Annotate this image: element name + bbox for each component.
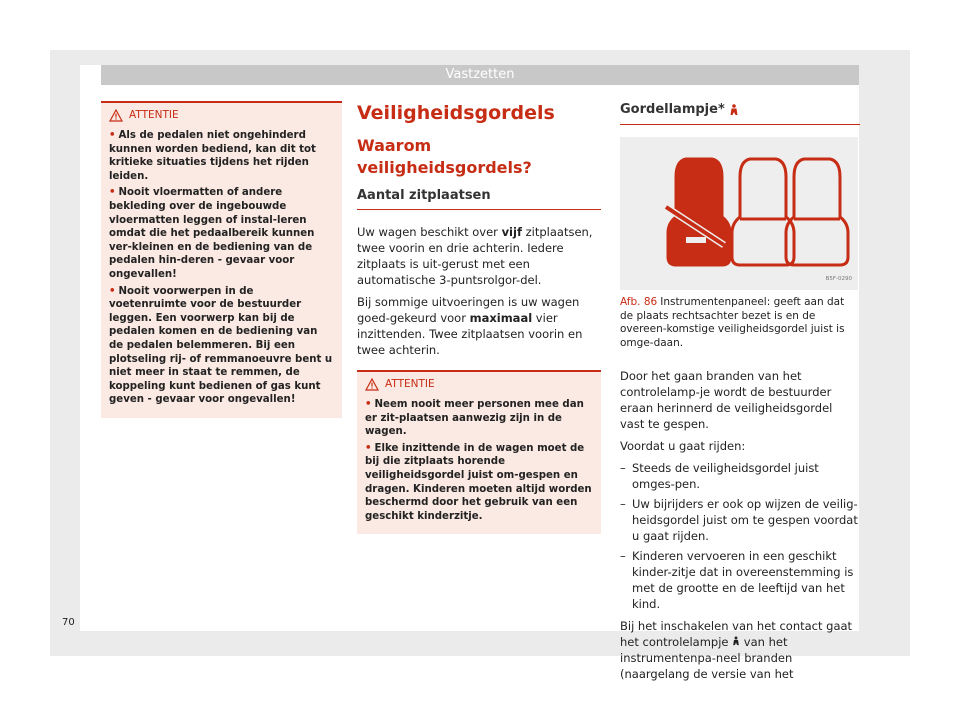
warning-bullet: • Elke inzittende in de wagen moet de bij die zitplaats horende veiligheidsgordel juist om-gespen en dragen. Kinderen moeten altijd worden beschermd door het gebruik van een geschikt kinderzitje. — [365, 442, 592, 522]
warning-header — [365, 376, 593, 392]
caption-text: Instrumentenpaneel: geeft aan dat de plaats rechtsachter bezet is en de overeen-komstige veiligheidsgordel juist is omge-daan. — [620, 296, 845, 349]
dash-item-text: Kinderen vervoeren in een geschikt kinder-zitje dat in overeenstemming is met de grootte en de leeftijd van het kind. — [632, 549, 854, 611]
figure-seatbelt-indicator — [620, 137, 858, 290]
text: Bij het inschakelen van het contact gaat het controlelampje — [620, 619, 853, 649]
page-number: 70 — [62, 617, 75, 628]
text: zitplaatsen, twee voorin en drie achterin. Iedere zitplaats is uit-gerust met een automatische 3-puntsrolgor-del. — [357, 225, 593, 287]
warning-header — [109, 107, 334, 123]
warning-bullet-text: Als de pedalen niet ongehinderd kunnen worden bediend, kan dit tot kritieke situaties tijdens het rijden leiden. — [109, 130, 316, 182]
dash-item-text: Steeds de veiligheidsgordel juist omges-pen. — [632, 461, 819, 491]
subtitle: Waarom veiligheidsgordels? — [357, 136, 532, 177]
warning-list — [109, 129, 334, 407]
dash-item-text: Uw bijrijders er ook op wijzen de veilig-heidsgordel juist om te gespen voordat u gaat rijden. — [632, 497, 858, 543]
warning-title: ATTENTIE — [129, 109, 179, 121]
seatbelt-icon — [732, 636, 740, 647]
middle-column — [357, 101, 601, 534]
heading-rule — [357, 209, 601, 210]
figure-caption — [620, 296, 860, 350]
caption-label: Afb. 86 — [620, 296, 658, 308]
warning-bullet: • Als de pedalen niet ongehinderd kunnen worden bediend, kan dit tot kritieke situaties tijdens het rijden leiden. — [109, 130, 316, 182]
text: Bij sommige uitvoeringen is uw wagen goed-gekeurd voor — [357, 295, 580, 325]
warning-triangle-icon — [365, 378, 379, 391]
left-column — [101, 101, 342, 418]
text: Uw wagen beschikt over — [357, 225, 502, 239]
heading-rule — [620, 124, 860, 125]
warning-box — [101, 101, 342, 418]
figure-code: B5F-0290 — [825, 276, 852, 282]
warning-bullet: • Nooit voorwerpen in de voetenruimte voor de bestuurder leggen. Een voorwerp kan bij de pedalen komen en de bediening van de pedalen belemmeren. Bij een plotseling rij- of remmanoeuvre bent u niet meer in staat te remmen, de koppeling kunt bedienen of gas kunt geven - gevaar voor ongevallen! — [109, 285, 333, 406]
paragraph: Voordat u gaat rijden: — [620, 439, 746, 453]
warning-bullet: • Nooit vloermatten of andere bekleding over de ingebouwde vloermatten leggen of instal-leren omdat die het pedaalbereik kunnen ver-kleinen en de bediening van de pedalen hin-deren - gevaar voor ongevallen! — [109, 187, 315, 280]
figure-illustration — [620, 137, 858, 290]
section-heading: Aantal zitplaatsen — [357, 188, 491, 203]
warning-list — [365, 398, 593, 523]
warning-triangle-icon — [109, 109, 123, 122]
paragraph — [357, 224, 601, 288]
paragraph: Door het gaan branden van het controlelamp-je wordt de bestuurder eraan herinnerd de veiligheidsgordel vast te gespen. — [620, 369, 833, 431]
warning-box — [357, 370, 601, 534]
dash-item: – Steeds de veiligheidsgordel juist omges-pen. — [620, 460, 860, 492]
seat-occupied — [666, 159, 730, 265]
section-heading — [620, 101, 860, 119]
dash-item: – Kinderen vervoeren in een geschikt kinder-zitje dat in overeenstemming is met de grootte en de leeftijd van het kind. — [620, 548, 860, 612]
seatbelt-icon — [729, 104, 739, 117]
paragraph — [357, 294, 601, 358]
text: van het instrumentenpa-neel branden (naargelang de versie van het — [620, 635, 794, 681]
section-header: Vastzetten — [101, 65, 859, 85]
dash-item: – Uw bijrijders er ook op wijzen de veilig-heidsgordel juist om te gespen voordat u gaat rijden. — [620, 496, 860, 544]
paragraph — [620, 618, 860, 682]
warning-title: ATTENTIE — [385, 378, 435, 390]
warning-bullet: • Neem nooit meer personen mee dan er zit-plaatsen aanwezig zijn in de wagen. — [365, 399, 584, 438]
warning-bullet-text: Neem nooit meer personen mee dan er zit-plaatsen aanwezig zijn in de wagen. — [365, 399, 584, 438]
text: vier inzittenden. Twee zitplaatsen voorin en twee achterin. — [357, 311, 583, 357]
warning-bullet-text: Elke inzittende in de wagen moet de bij die zitplaats horende veiligheidsgordel juist om-gespen en dragen. Kinderen moeten altijd worden beschermd door het gebruik van een geschikt kinderzitje. — [365, 442, 592, 522]
warning-bullet-text: Nooit voorwerpen in de voetenruimte voor de bestuurder leggen. Een voorwerp kan bij de pedalen komen en de bediening van de pedalen belemmeren. Bij een plotseling rij- of remmanoeuvre bent u niet meer in staat te remmen, de koppeling kunt bedienen of gas kunt geven - gevaar voor ongevallen! — [109, 285, 333, 406]
bold-text: maximaal — [469, 311, 533, 325]
right-column — [620, 101, 860, 688]
heading-text: Gordellampje* — [620, 102, 725, 117]
warning-bullet-text: Nooit vloermatten of andere bekleding over de ingebouwde vloermatten leggen of instal-leren omdat die het pedaalbereik kunnen ver-kleinen en de bediening van de pedalen hin-deren - gevaar voor ongevallen! — [109, 187, 315, 280]
page-title: Veiligheidsgordels — [357, 102, 555, 124]
bold-text: vijf — [501, 225, 522, 239]
